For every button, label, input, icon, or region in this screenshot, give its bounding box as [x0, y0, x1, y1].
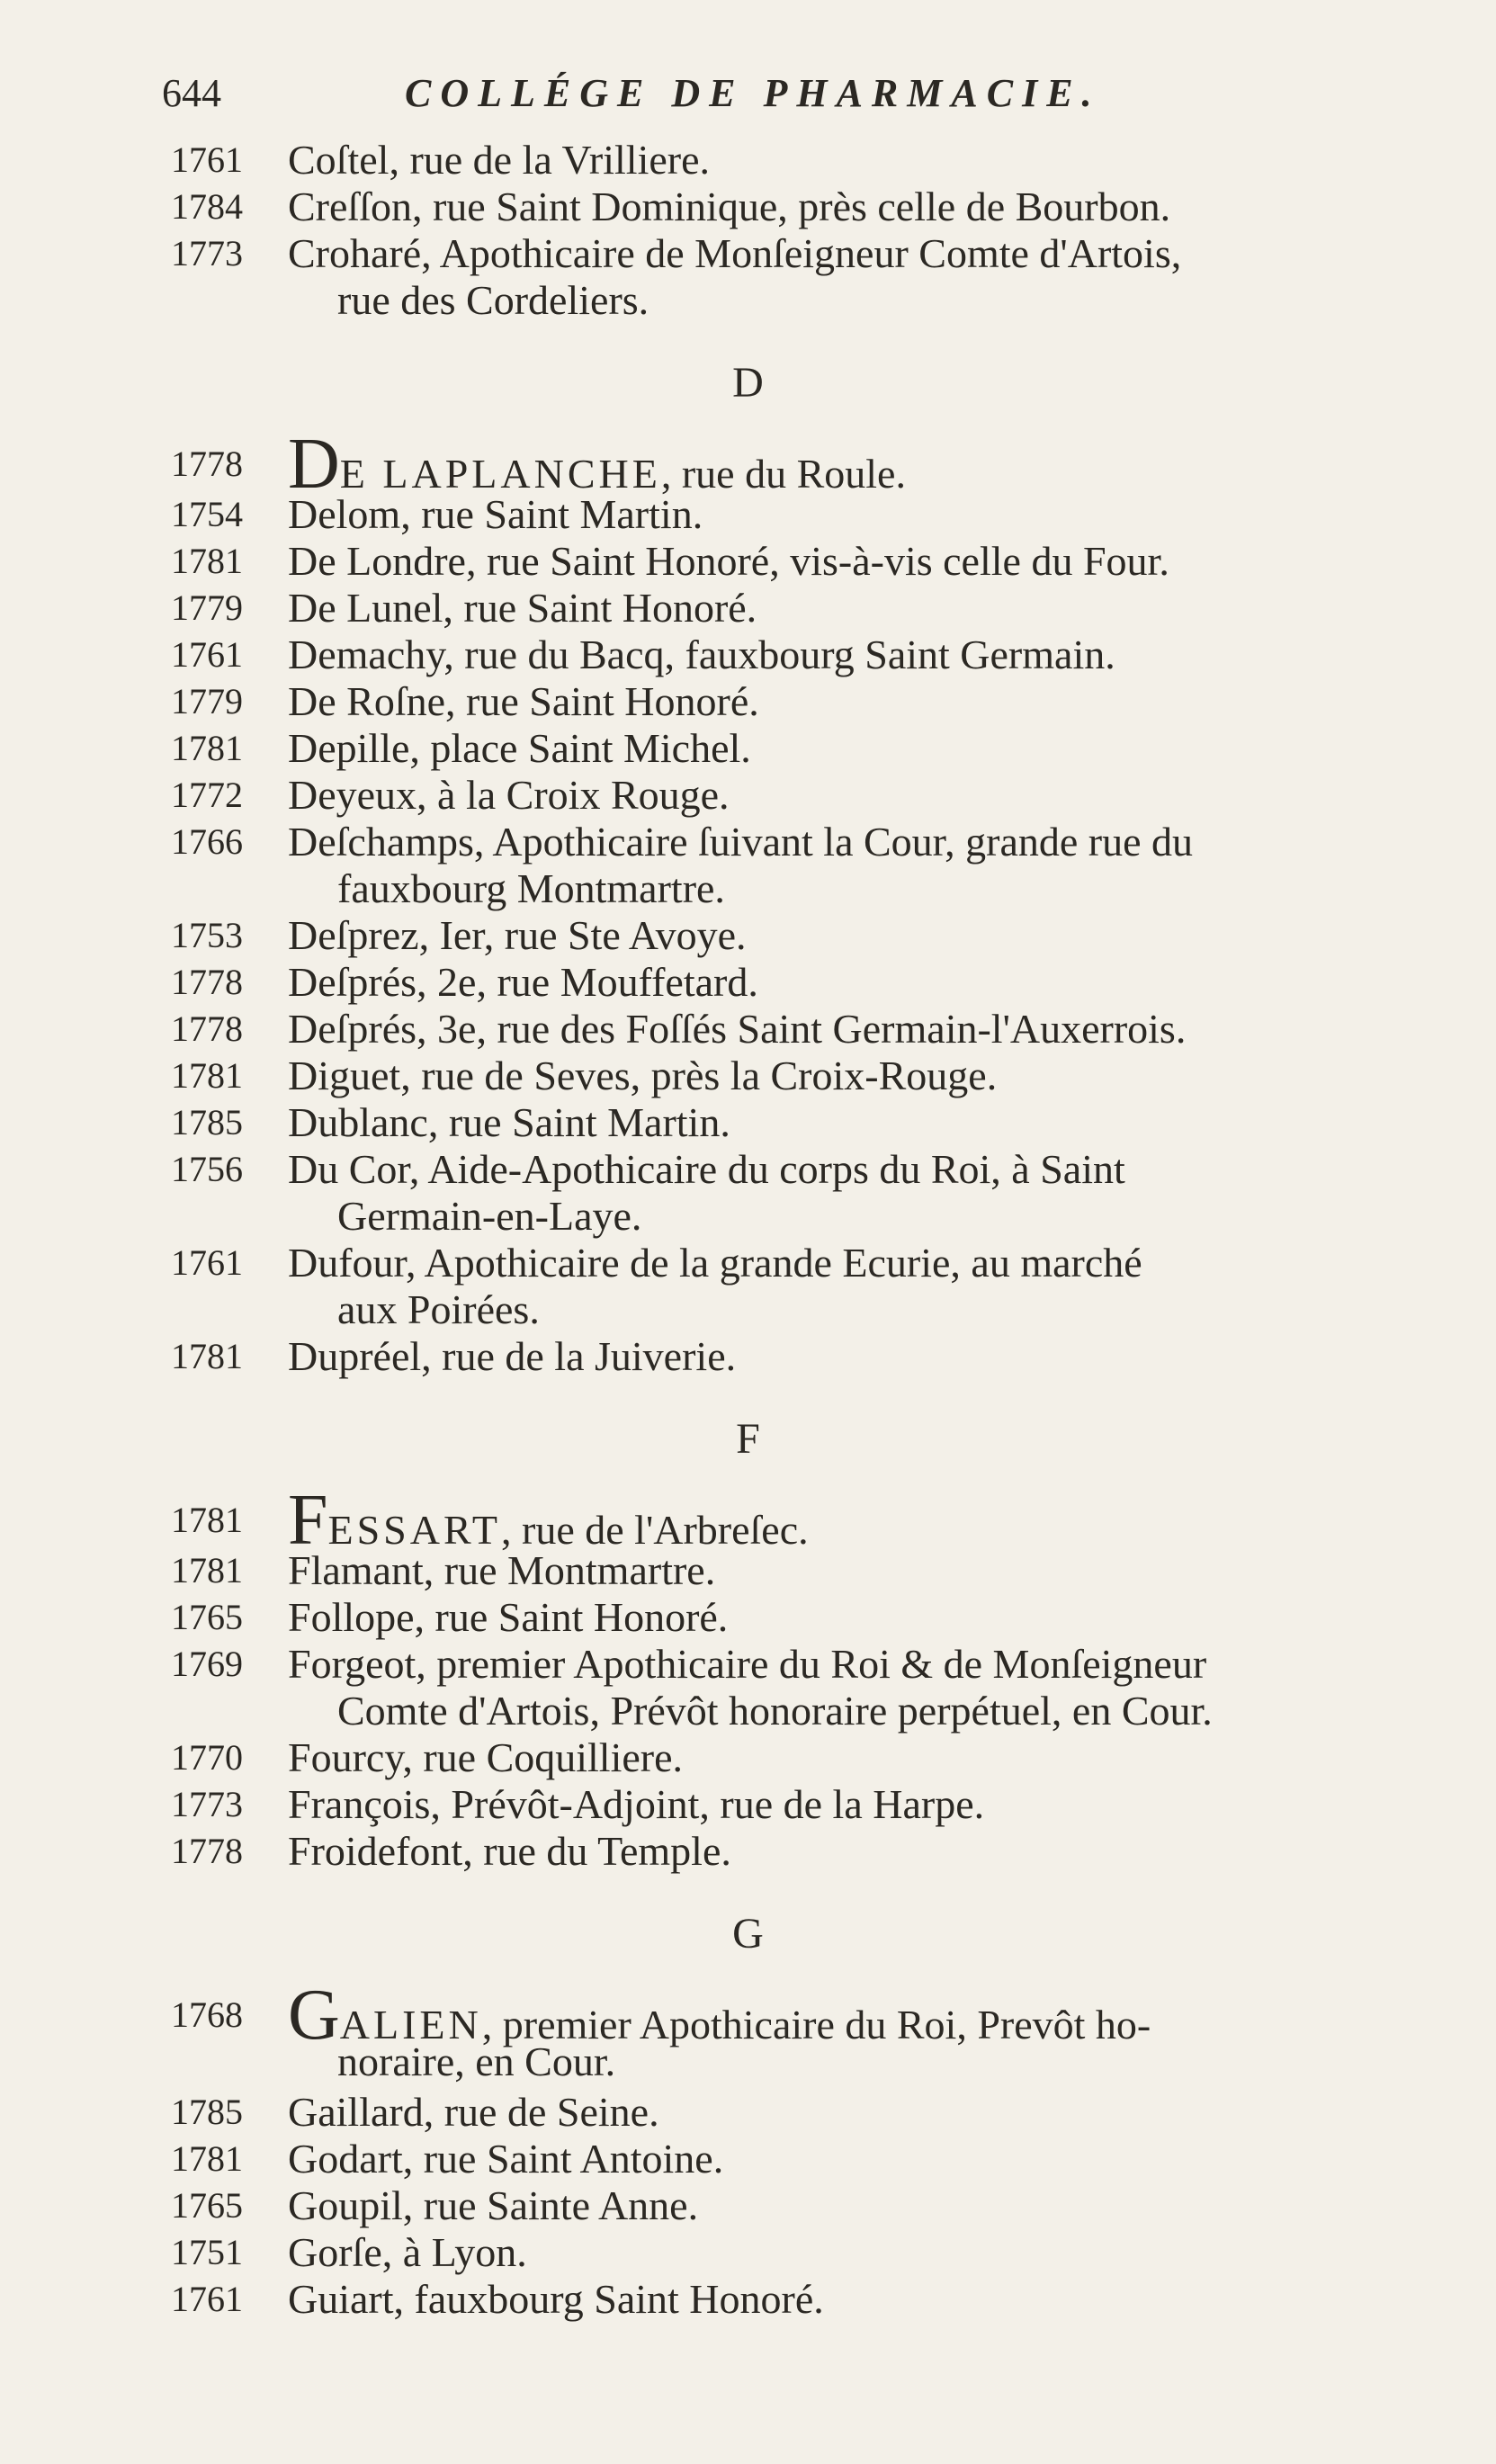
- drop-cap: D: [288, 425, 340, 504]
- entry-year: 1784: [171, 186, 243, 227]
- entry-text: Godart, rue Saint Antoine.: [288, 2136, 724, 2182]
- entry-surname: ESSART: [327, 1507, 502, 1553]
- entry-year: 1781: [171, 1550, 243, 1590]
- entry-year: 1753: [171, 915, 243, 955]
- entry-year: 1781: [171, 1336, 243, 1376]
- entry-text: De Londre, rue Saint Honoré, vis-à-vis celle du Four.: [288, 538, 1169, 584]
- entry-text: Du Cor, Aide-Apothicaire du corps du Roi, à Saint: [288, 1146, 1125, 1192]
- drop-cap: G: [288, 1976, 340, 2055]
- entry-text: Flamant, rue Montmartre.: [288, 1547, 716, 1593]
- entry-year: 1781: [171, 541, 243, 581]
- entry-continuation: rue des Cordeliers.: [337, 277, 649, 323]
- entry-text: Deſchamps, Apothicaire ſuivant la Cour, grande rue du: [288, 819, 1194, 865]
- entry-year: 1770: [171, 1737, 243, 1778]
- entry-year: 1785: [171, 1102, 243, 1142]
- entry-text: Guiart, fauxbourg Saint Honoré.: [288, 2276, 824, 2322]
- entry-text: Deſprés, 2e, rue Mouffetard.: [288, 959, 758, 1005]
- entry-year: 1765: [171, 1597, 243, 1637]
- entry-text: De Roſne, rue Saint Honoré.: [288, 678, 759, 724]
- entry-text: Croharé, Apothicaire de Monſeigneur Comte d'Artois,: [288, 230, 1182, 276]
- entry-year: 1773: [171, 233, 243, 273]
- entry-continuation: noraire, en Cour.: [337, 2038, 616, 2084]
- entry-text: Goupil, rue Sainte Anne.: [288, 2182, 699, 2228]
- entry-year: 1779: [171, 587, 243, 628]
- entry-text: Deyeux, à la Croix Rouge.: [288, 772, 730, 818]
- entry-year: 1778: [171, 444, 243, 484]
- entry-continuation: Germain-en-Laye.: [337, 1193, 642, 1239]
- entry-text: Gorſe, à Lyon.: [288, 2229, 527, 2275]
- entry-text: François, Prévôt-Adjoint, rue de la Harpe.: [288, 1781, 985, 1827]
- entry-text: Forgeot, premier Apothicaire du Roi & de Monſeigneur: [288, 1641, 1207, 1687]
- entry-year: 1766: [171, 821, 243, 862]
- drop-cap: F: [288, 1481, 328, 1560]
- entry-text: FESSART, rue de l'Arbreſec.: [288, 1481, 809, 1560]
- entry-text: DE LAPLANCHE, rue du Roule.: [288, 425, 906, 504]
- entry-year: 1756: [171, 1149, 243, 1189]
- entry-text: Fourcy, rue Coquilliere.: [288, 1734, 684, 1780]
- entry-year: 1781: [171, 2138, 243, 2179]
- entry-year: 1772: [171, 775, 243, 815]
- entry-text: Creſſon, rue Saint Dominique, près celle de Bourbon.: [288, 184, 1171, 229]
- entry-text: Dublanc, rue Saint Martin.: [288, 1099, 730, 1145]
- entry-year: 1751: [171, 2232, 243, 2272]
- entry-year: 1761: [171, 2279, 243, 2319]
- entry-year: 1765: [171, 2185, 243, 2226]
- entry-year: 1761: [171, 1242, 243, 1283]
- entry-text: Deſprez, Ier, rue Ste Avoye.: [288, 912, 747, 958]
- entry-year: 1761: [171, 634, 243, 675]
- entry-year: 1781: [171, 1055, 243, 1096]
- entry-text: Delom, rue Saint Martin.: [288, 491, 703, 537]
- entry-year: 1781: [171, 728, 243, 768]
- entry-year: 1781: [171, 1500, 243, 1540]
- entry-text: Demachy, rue du Bacq, fauxbourg Saint Germain.: [288, 632, 1115, 677]
- entry-text: Froidefont, rue du Temple.: [288, 1828, 731, 1874]
- entry-text: Depille, place Saint Michel.: [288, 725, 751, 771]
- section-letter: G: [732, 1910, 764, 1958]
- entry-year: 1768: [171, 1994, 243, 2035]
- entry-continuation: fauxbourg Montmartre.: [337, 865, 725, 911]
- running-title: COLLÉGE DE PHARMACIE.: [405, 71, 1101, 115]
- entry-text: Deſprés, 3e, rue des Foſſés Saint Germain-l'Auxerrois.: [288, 1006, 1187, 1052]
- entry-year: 1761: [171, 139, 243, 180]
- entry-text: Follope, rue Saint Honoré.: [288, 1594, 729, 1640]
- entry-text: De Lunel, rue Saint Honoré.: [288, 585, 757, 631]
- page-number: 644: [162, 71, 221, 115]
- page-header: [162, 70, 1442, 133]
- entry-continuation: aux Poirées.: [337, 1286, 540, 1332]
- entry-year: 1778: [171, 1008, 243, 1049]
- entry-text: Coſtel, rue de la Vrilliere.: [288, 137, 711, 183]
- entry-surname: ALIEN: [339, 2002, 482, 2047]
- entry-text: Dupréel, rue de la Juiverie.: [288, 1333, 737, 1379]
- entry-text: GALIEN, premier Apothicaire du Roi, Prevôt ho-: [288, 1976, 1151, 2055]
- entry-text: Diguet, rue de Seves, près la Croix-Rouge.: [288, 1053, 998, 1098]
- entry-continuation: Comte d'Artois, Prévôt honoraire perpétuel, en Cour.: [337, 1688, 1213, 1734]
- entry-surname: E LAPLANCHE: [339, 451, 661, 497]
- entry-year: 1785: [171, 2092, 243, 2132]
- entry-year: 1754: [171, 494, 243, 534]
- entry-year: 1773: [171, 1784, 243, 1824]
- entry-text: Gaillard, rue de Seine.: [288, 2089, 659, 2135]
- section-letter: F: [736, 1415, 760, 1463]
- section-letter: D: [732, 359, 764, 407]
- entry-year: 1769: [171, 1644, 243, 1684]
- entry-year: 1778: [171, 1831, 243, 1871]
- entry-year: 1778: [171, 962, 243, 1002]
- entry-text: Dufour, Apothicaire de la grande Ecurie, au marché: [288, 1240, 1142, 1286]
- entry-year: 1779: [171, 681, 243, 721]
